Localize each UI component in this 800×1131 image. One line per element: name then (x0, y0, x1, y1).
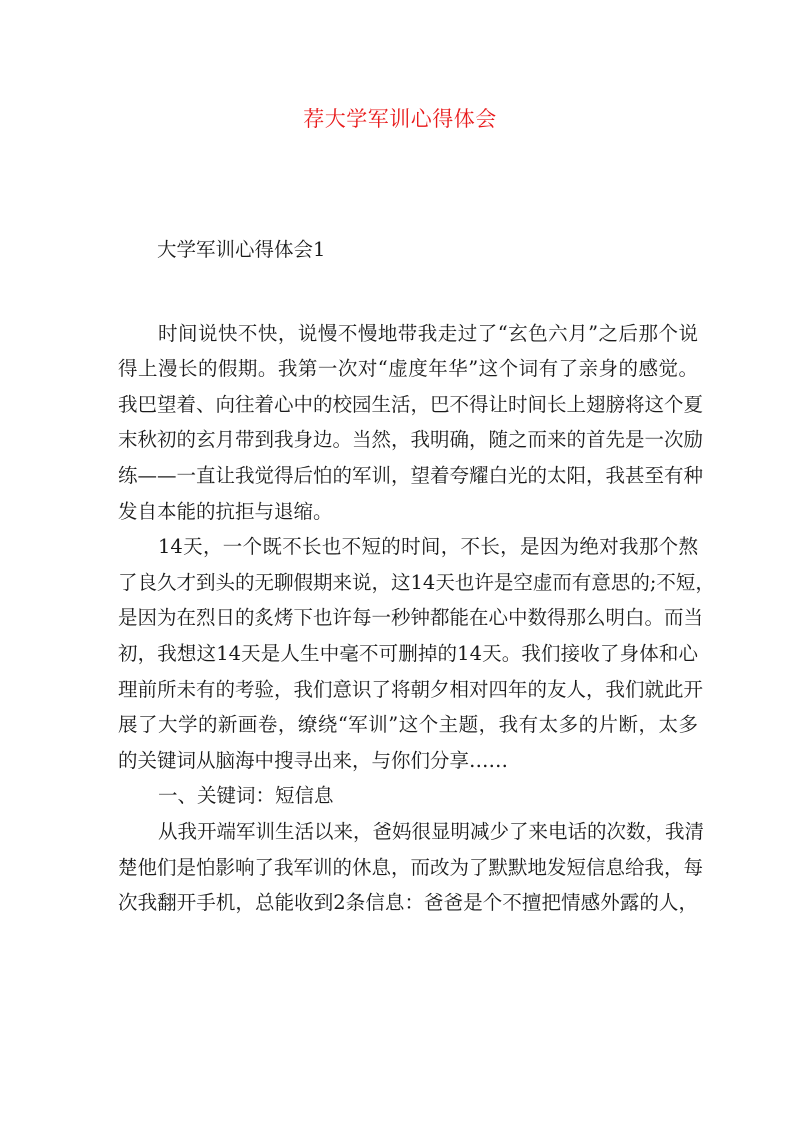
paragraph-3-keyword-heading (118, 778, 698, 814)
paragraph-line: 楚他们是怕影响了我军训的休息，而改为了默默地发短信息给我，每 (118, 855, 704, 879)
paragraph-line: 发自本能的抗拒与退缩。 (118, 499, 333, 523)
paragraph-line: 我巴望着、向往着心中的校园生活，巴不得让时间长上翅膀将这个夏 (118, 392, 704, 416)
paragraph-line: 初，我想这14天是人生中毫不可删掉的14天。我们接收了身体和心 (118, 641, 698, 665)
paragraph-line: 时间说快不快，说慢不慢地带我走过了“玄色六月”之后那个说 (158, 321, 698, 345)
paragraph-line: 从我开端军训生活以来，爸妈很显明减少了来电话的次数，我清 (158, 819, 705, 843)
document-body (118, 232, 715, 921)
paragraph-line: 练——一直让我觉得后怕的军训，望着夸耀白光的太阳，我甚至有种 (118, 463, 704, 487)
paragraph-line: 展了大学的新画卷，缭绕“军训”这个主题，我有太多的片断，太多 (118, 713, 698, 737)
paragraph-1 (118, 316, 704, 530)
paragraph-line: 一、关键词：短信息 (158, 784, 334, 808)
paragraph-line: 理前所未有的考验，我们意识了将朝夕相对四年的友人，我们就此开 (118, 677, 704, 701)
section-heading: 大学军训心得体会1 (157, 238, 326, 261)
paragraph-line: 的关键词从脑海中搜寻出来，与你们分享…… (118, 748, 509, 772)
paragraph-line: 了良久才到头的无聊假期来说，这14天也许是空虚而有意思的;不短， (118, 570, 715, 594)
paragraph-2 (118, 529, 715, 778)
paragraph-line: 是因为在烈日的炙烤下也许每一秒钟都能在心中数得那么明白。而当 (118, 606, 704, 630)
paragraph-line: 末秋初的玄月带到我身边。当然，我明确，随之而来的首先是一次励 (118, 428, 704, 452)
paragraph-4 (118, 814, 705, 921)
document-title: 荐大学军训心得体会 (303, 107, 497, 131)
paragraph-line: 14天，一个既不长也不短的时间，不长，是因为绝对我那个熬 (158, 535, 698, 559)
paragraph-line: 得上漫长的假期。我第一次对“虚度年华”这个词有了亲身的感觉。 (118, 357, 698, 381)
paragraph-line: 次我翻开手机，总能收到2条信息：爸爸是个不擅把情感外露的人， (118, 891, 698, 915)
